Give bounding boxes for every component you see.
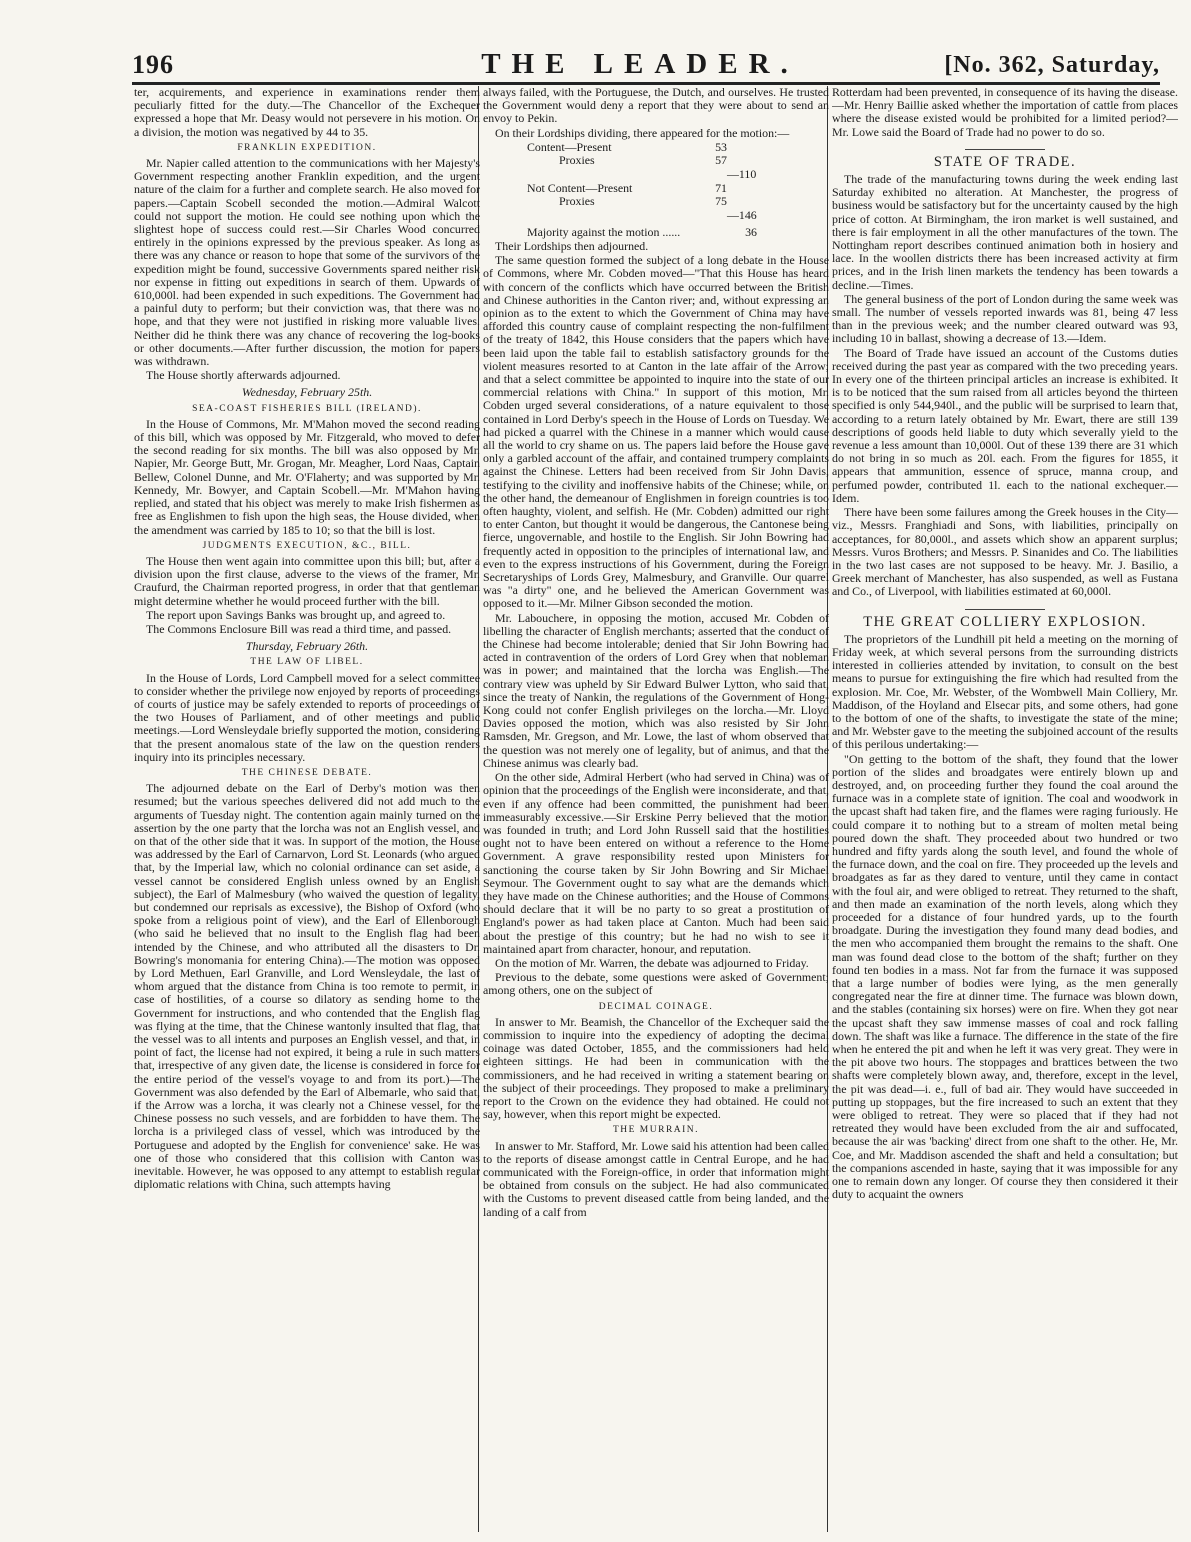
paragraph: The House then went again into committee upon this bill; but, after a division upon the first clause, adverse to the views of the framer, Mr. Craufurd, the Chairman reported progress, in order that that gentleman might determine whether he would proceed further with the bill.: [134, 553, 480, 608]
section-heading: THE LAW OF LIBEL.: [250, 657, 364, 668]
vote-label: Proxies: [559, 194, 595, 209]
paragraph: Their Lordships then adjourned.: [495, 238, 649, 253]
paragraph: The Board of Trade have issued an account of the Customs duties received during the past year as compared with the two preceding years. In every one of the thirteen principal articles an increase is exhibited. It is to be noticed that the sum raised from all articles beyond the thirteen specified is only 544,940l., and the public will be surprised to learn that, according to a return lately obtained by Mr. Ewart, there are still 139 descriptions of goods held liable to duty which severally yield to the revenue a less amount than 10,000l. Out of these 139 there are 31 which do not bring in so much as 20l. each. From the figures for 1855, it appears that ammunition, essence of spruce, manna croup, and perfumed powder, contributed 1l. each to the national exchequer.—Idem.: [832, 345, 1178, 505]
header-rule: [132, 82, 1160, 85]
section-rule: [965, 609, 1045, 610]
paragraph: The House shortly afterwards adjourned.: [146, 368, 341, 383]
paragraph: In the House of Commons, Mr. M'Mahon moved the second reading of this bill, which was opposed by Mr. Fitzgerald, who moved to defer the second reading for six months. The bill was also opposed by Mr. Napier, Mr. George Butt, Mr. Grogan, Mr. Meagher, Lord Naas, Captain Bellew, Colonel Dunne, and Mr. O'Flaherty; and was supported by Mr. Kennedy, Mr. Bowyer, and Captain Scobell.—Mr. M'Mahon having replied, and stated that his object was merely to make Irish fishermen as free as Englishmen to fish upon the high seas, the House divided, when the amendment was carried by 185 to 10; so that the bill is lost.: [134, 416, 480, 537]
issue-info: [No. 362, Saturday,: [944, 52, 1160, 78]
date-heading: Wednesday, February 25th.: [241, 385, 373, 400]
vote-total: —146: [727, 207, 757, 222]
vote-number: 71: [715, 180, 727, 195]
vote-number: 36: [745, 225, 757, 240]
section-heading: SEA-COAST FISHERIES BILL (IRELAND).: [192, 403, 422, 414]
vote-total: —110: [727, 167, 757, 181]
paragraph: On their Lordships dividing, there appeared for the motion:—: [495, 125, 790, 140]
newspaper-title: THE LEADER.: [481, 48, 799, 80]
paragraph: Previous to the debate, some questions were asked of Government; among others, one on the subject of: [483, 970, 829, 998]
vote-label: Majority against the motion ......: [527, 225, 681, 240]
page-number: 196: [132, 50, 174, 79]
paragraph: The report upon Savings Banks was brought up, and agreed to.: [146, 607, 446, 622]
date-heading: Thursday, February 26th.: [245, 639, 369, 654]
paragraph: The general business of the port of London during the same week was small. The number of vessels reported inwards was 81, being 47 less than in the previous week; and the number cleared outward was 93, including 10 in ballast, showing a decrease of 13.—Idem.: [832, 291, 1178, 346]
column-3: [832, 86, 1178, 1532]
column-1: [134, 86, 480, 1532]
vote-label: Content—Present: [527, 139, 612, 154]
column-2: [483, 86, 829, 1532]
paragraph: The proprietors of the Lundhill pit held a meeting on the morning of Friday week, at which several persons from the surrounding districts interested in collieries attended by invitation, to consult on the best means to pursue for extinguishing the fire which had resulted from the explosion. Mr. Coe, Mr. Webster, of the Wombwell Main Colliery, Mr. Maddison, of the Hoyland and Elsecar pits, and some others, had gone to the bottom of one of the shafts, to investigate the state of the mine; and Mr. Webster gave to the meeting the subjoined account of the results of this perilous undertaking:—: [832, 631, 1178, 752]
article-heading: THE GREAT COLLIERY EXPLOSION.: [863, 613, 1147, 630]
paragraph: The same question formed the subject of a long debate in the House of Commons, where Mr. Cobden moved—"That this House has heard with concern of the conflicts which have occurred between the British and Chinese authorities in the Canton river; and, without expressing an opinion as to the extent to which the Government of China may have afforded this country cause of complaint respecting the non-fulfilment of the treaty of 1842, this House considers that the papers which have been laid upon the table fail to establish satisfactory grounds for the violent measures resorted to at Canton in the late affair of the Arrow; and that a select committee be appointed to inquire into the state of our commercial relations with China." In support of this motion, Mr. Cobden urged several considerations, of a nature equivalent to those contained in Lord Derby's speech in the House of Lords on Tuesday. We had picked a quarrel with the Chinese in a manner which would cause all the world to cry shame on us. The papers laid before the House gave only a garbled account of the affair, and contained trumpery complaints against the Chinese. Letters had been received from Sir John Davis, testifying to the civility and inoffensive habits of the Chinese; while, on the other hand, the demeanour of Englishmen in foreign countries is too often haughty, violent, and selfish. He (Mr. Cobden) admitted our right to enter Canton, but thought it would be dangerous, the Cantonese being fierce, ungovernable, and hostile to the English. Sir John Bowring had frequently acted in opposition to the principles of international law, and even to the express instructions of his Government, during the Foreign Secretaryships of Lords Grey, Malmesbury, and Granville. Our quarrel was "a dirty" one, and he believed the American Government was opposed to it.—Mr. Milner Gibson seconded the motion.: [483, 253, 829, 611]
paragraph: On the other side, Admiral Herbert (who had served in China) was of opinion that the proceedings of the English were inconsiderate, and that, even if any offence had been committed, the punishment had been immeasurably excessive.—Sir Erskine Perry believed that the motion was founded in truth; and Lord John Russell said that the hostilities ought not to have been entered on without a reference to the Home Government. A grave responsibility rested upon Ministers for sanctioning the course taken by Sir John Bowring and Sir Michael Seymour. The Government ought to say what are the demands which they have made on the Chinese authorities; and the House of Commons should declare that it will be no party to so great a prostitution of England's power as had taken place at Canton. Much had been said about the prestige of this country; but he had no wish to see it maintained apart from character, honour, and reputation.: [483, 770, 829, 956]
vote-number: 53: [715, 139, 727, 154]
paragraph: In answer to Mr. Stafford, Mr. Lowe said his attention had been called to the reports of disease amongst cattle in Central Europe, and he had communicated with the Foreign-office, in order that information might be obtained from consuls on the subject. He had also communicated with the Customs to prevent diseased cattle from being landed, and the landing of a calf from: [483, 1138, 829, 1219]
paragraph: Mr. Labouchere, in opposing the motion, accused Mr. Cobden of libelling the character of English merchants; asserted that the conduct of the Chinese had become intolerable; denied that Sir John Bowring had acted in contravention of the orders of Lord Grey when that nobleman was in power; and maintained that the lorcha was English.—The contrary view was upheld by Sir Edward Bulwer Lytton, who said that, since the treaty of Nankin, the regulations of the Government of Hong-Kong could not confer English privileges on the lorcha.—Mr. Lloyd Davies opposed the motion, which was also resisted by Sir John Ramsden, Mr. Gregson, and Mr. Lowe, the last of whom observed that the question was not merely one of legality, but of animus, and that the Chinese animus was clearly bad.: [483, 610, 829, 770]
paragraph: In answer to Mr. Beamish, the Chancellor of the Exchequer said the commission to inquire into the expediency of adopting the decimal coinage was dated October, 1855, and the commissioners had held eighteen sittings. He had been in communication with the commissioners, and he had received in writing a statement bearing on the subject of their proceedings. They proposed to make a preliminary report to the Crown on the evidence they had obtained. He could not say, however, when this report might be expected.: [483, 1014, 829, 1122]
section-rule: [965, 149, 1045, 150]
article-heading: STATE OF TRADE.: [933, 153, 1077, 170]
paragraph: The adjourned debate on the Earl of Derby's motion was then resumed; but the various speeches delivered did not add much to the arguments of Tuesday night. The contention again mainly turned on the assertion by the one party that the lorcha was not an English vessel, and on that of the other side that it was. In support of the motion, the House was addressed by the Earl of Carnarvon, Lord St. Leonards (who argued that, by the Imperial law, which no colonial ordinance can set aside, a vessel cannot be considered English unless owned by an English subject), the Earl of Malmesbury (who waived the question of legality, but condemned our reprisals as excessive), the Bishop of Oxford (who spoke from a religious point of view), and the Earl of Ellenborough (who said he believed that no insult to the English flag had been intended by the Chinese, and who attributed all the disasters to Dr. Bowring's monomania for entering China).—The motion was opposed by Lord Methuen, Earl Granville, and Lord Wensleydale, the last of whom argued that the distance from China is too remote to permit, in case of hostilities, of a course so dilatory as sending home to the Government for instructions, and who contended that the English flag was flying at the time, that the Chinese wantonly insulted that flag, that the vessel was to all intents and purposes an English vessel, and that, in point of fact, the license had not expired, it being a rule in such matters that, irrespective of any given date, the license is considered in force for the entire period of the vessel's voyage to and from its port.)—The Government was also defended by the Earl of Albemarle, who said that, if the Arrow was a lorcha, it was clearly not a Chinese vessel, for the Chinese possess no such vessels, and are forbidden to have them. The lorcha is a privileged class of vessel, which was introduced by the Portuguese and adopted by the English for convenience' sake. He was one of those who considered that this collision with Canton was inevitable. However, he was opposed to any attempt to establish regular diplomatic relations with China, such attempts having: [134, 781, 480, 1192]
paragraph: ter, acquirements, and experience in examinations render them peculiarly fitted for the duty.—The Chancellor of the Exchequer expressed a hope that Mr. Deasy would not persevere in his motion. On a division, the motion was negatived by 44 to 35.: [134, 86, 480, 139]
paragraph: In the House of Lords, Lord Campbell moved for a select committee to consider whether the privilege now enjoyed by reports of proceedings of courts of justice may be safely extended to reports of proceedings of the two Houses of Parliament, and of other meetings and public meetings.—Lord Wensleydale briefly supported the motion, considering that the present anomalous state of the law on the question renders inquiry into its principles necessary.: [134, 670, 480, 764]
paragraph: "On getting to the bottom of the shaft, they found that the lower portion of the slides and broadgates were entirely blown up and destroyed, and, on proceeding further they found the coal around the furnace was in a complete state of ignition. The coal and woodwork in the upcast shaft had taken fire, and the flames were raging furiously. He could compare it to nothing but to a stream of molten metal being poured down the shaft. They proceeded about two hundred or two hundred and fifty yards along the south level, and found the whole of the furnace down, and the coal on fire. They proceeded up the levels and broadgates as far as they dared to venture, until they came in contact with the foul air, and were obliged to retreat. They returned to the shaft, and then made an examination of the north levels, along which they proceeded for a distance of four hundred yards, up to the fourth broadgate. During the investigation they found many dead bodies, and the men who accompanied them brought the remains to the shaft. One man was found dead close to the bottom of the shaft; further on they found ten bodies in a mass. Not far from the furnace it was supposed that a large number of bodies were lying, as the men generally congregated near the fire at dinner time. The furnace was blown down, and the stables (containing six horses) were on fire. When they got near the upcast shaft they saw immense masses of coal and rock falling down. The shaft was like a furnace. The difference in the state of the fire when he entered the pit and when he left it was very great. They were in the pit above two hours. The stoppages and brattices between the two shafts were completely blown away, and, therefore, except in the level, the pit was dead—i. e., full of bad air. They would have succeeded in putting up stoppages, but the fire increased to such an extent that they were obliged to retreat. They were so placed that if they had not retreated they would have been excluded from the air and suffocated, because the air was 'backing' direct from one shaft to the other. He, Mr. Coe, and Mr. Maddison ascended the shaft and held a consultation; but the companions ascended in haste, saying that it was impossible for any one to remain down any longer. Of course they then considered it their duty to acquaint the owners: [832, 751, 1178, 1202]
vote-label: Not Content—Present: [527, 180, 633, 195]
vote-number: 75: [715, 194, 727, 209]
paragraph: Rotterdam had been prevented, in consequence of its having the disease.—Mr. Henry Baillie asked whether the importation of cattle from places where the disease existed would be prohibited for a limited period?—Mr. Lowe said the Board of Trade had no power to do so.: [832, 86, 1178, 139]
paragraph: There have been some failures among the Greek houses in the City—viz., Messrs. Franghiadi and Sons, with liabilities, principally on acceptances, for 80,000l., and assets which show an apparent surplus; Messrs. Vuros Brothers; and Messrs. P. Sinanides and Co. The liabilities in the two last cases are not supposed to be heavy. Mr. J. Basilio, a Greek merchant of Manchester, has also suspended, as well as Fustana and Co., of Liverpool, with liabilities estimated at 60,000l.: [832, 505, 1178, 599]
paragraph: always failed, with the Portuguese, the Dutch, and ourselves. He trusted the Government would deny a report that they were about to send an envoy to Pekin.: [483, 86, 829, 126]
vote-number: 57: [715, 153, 727, 168]
section-heading: THE MURRAIN.: [612, 1125, 700, 1136]
division-table: [483, 141, 829, 240]
section-heading: JUDGMENTS EXECUTION, &C., BILL.: [202, 540, 412, 551]
masthead: [120, 44, 1160, 84]
section-heading: THE CHINESE DEBATE.: [241, 767, 373, 778]
paragraph: The trade of the manufacturing towns during the week ending last Saturday exhibited no alteration. At Manchester, the progress of business would be satisfactory but for the uncertainty caused by the high price of cotton. At Birmingham, the iron market is well sustained, and there is fair employment in all the other manufactures of the town. The Nottingham report describes continued animation both in hosiery and lace. In the woollen districts there has been increased activity at firm prices, and in the Irish linen markets the tendency has been towards a decline.—Times.: [832, 172, 1178, 292]
section-heading: DECIMAL COINAGE.: [598, 1001, 714, 1012]
paragraph: The Commons Enclosure Bill was read a third time, and passed.: [146, 621, 452, 636]
section-heading: FRANKLIN EXPEDITION.: [237, 142, 377, 153]
paragraph: On the motion of Mr. Warren, the debate was adjourned to Friday.: [495, 955, 809, 970]
vote-label: Proxies: [559, 153, 595, 168]
paragraph: Mr. Napier called attention to the communications with her Majesty's Government respecting another Franklin expedition, and the urgent nature of the claim for a further and complete search. He also moved for papers.—Captain Scobell seconded the motion.—Admiral Walcott could not support the motion. He could see nothing upon which the slightest hope of success could rest.—Sir Charles Wood concurred entirely in the opinions expressed by the previous speaker. As long as there was any chance or reason to hope that some of the survivors of the expedition might be found, successive Governments spared neither risk nor expense in fitting out expeditions in search of them. Upwards of 610,000l. had been expended in such expeditions. The Government had a painful duty to perform; but their conviction was, that there was no hope, and that they were not justified in risking more valuable lives. Neither did he think there was any chance of recovering the log-books or other documents.—After further discussion, the motion for papers was withdrawn.: [134, 156, 480, 369]
